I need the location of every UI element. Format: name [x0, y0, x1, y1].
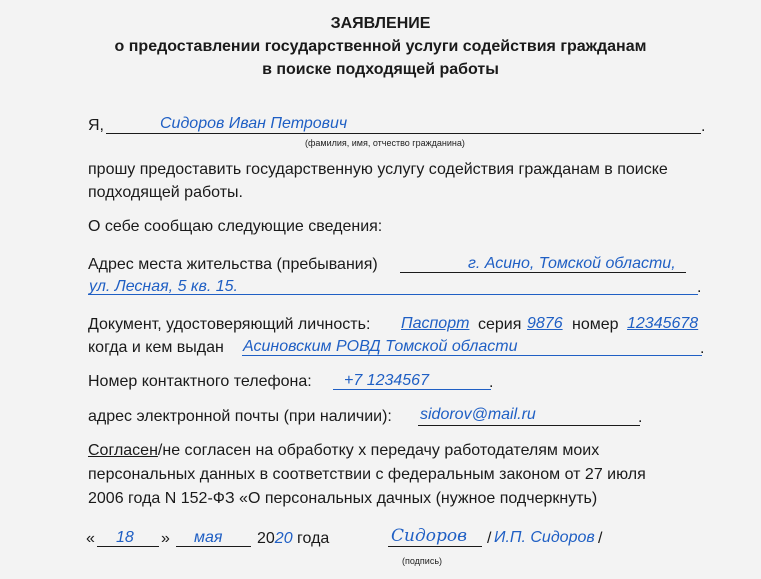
email-label: адрес электронной почты (при наличии):	[88, 408, 392, 425]
signature-slash-open: /	[487, 530, 492, 547]
applicant-name-end: .	[701, 118, 706, 135]
consent-line3: 2006 года N 152-ФЗ «О персональных дачных (нужное подчеркнуть)	[88, 490, 598, 507]
address-value2: ул. Лесная, 5 кв. 15.	[89, 278, 238, 295]
address-label: Адрес места жительства (пребывания)	[88, 256, 378, 273]
request-line1: прошу предоставить государственную услугу содействия гражданам в поиске	[88, 161, 668, 178]
signature-caption: (подпись)	[402, 556, 443, 566]
consent-line2: персональных данных в соответствии с федеральным законом от 27 июля	[88, 466, 646, 483]
request-line2: подходящей работы.	[88, 184, 243, 201]
date-year-word: года	[297, 530, 330, 547]
document-series: 9876	[527, 315, 563, 332]
document-subtitle-line1: о предоставлении государственной услуги содействия гражданам	[114, 38, 647, 55]
address-end: .	[697, 279, 702, 296]
document-title: ЗАЯВЛЕНИЕ	[330, 15, 431, 32]
document-issued-label: когда и кем выдан	[88, 339, 224, 356]
signature-line	[388, 546, 482, 547]
phone-end: .	[489, 374, 494, 391]
applicant-name: Сидоров Иван Петрович	[160, 115, 348, 132]
phone-label: Номер контактного телефона:	[88, 373, 312, 390]
date-day: 18	[116, 529, 134, 546]
document-subtitle-line2: в поиске подходящей работы	[262, 61, 499, 78]
signature-slash-close: /	[598, 530, 603, 547]
document-issued-end: .	[700, 340, 705, 357]
email-value: sidorov@mail.ru	[420, 406, 536, 423]
phone-value: +7 1234567	[344, 372, 429, 389]
applicant-caption: (фамилия, имя, отчество гражданина)	[305, 138, 465, 148]
date-close-quote: »	[161, 530, 170, 547]
signature-name: И.П. Сидоров	[494, 529, 595, 546]
document-series-label: серия	[478, 316, 522, 333]
consent-agree: Согласен	[88, 442, 158, 459]
signature-mark: Сидоров	[391, 526, 467, 546]
document-number-label: номер	[572, 316, 619, 333]
applicant-prefix: Я,	[88, 117, 104, 134]
document-issued-by: Асиновским РОВД Томской области	[243, 338, 518, 355]
document-type: Паспорт	[401, 315, 470, 332]
date-open-quote: «	[86, 530, 95, 547]
date-month: мая	[194, 529, 223, 546]
consent-line1	[88, 442, 599, 460]
consent-line1-rest: /не согласен на обработку х передачу работодателям моих	[157, 442, 600, 459]
info-intro: О себе сообщаю следующие сведения:	[88, 218, 383, 235]
date-year-suffix: 20	[274, 530, 293, 547]
email-line	[418, 425, 640, 426]
document-number: 12345678	[627, 315, 699, 332]
date-year	[257, 530, 329, 548]
date-year-prefix: 20	[257, 530, 275, 547]
email-end: .	[638, 409, 643, 426]
applicant-name-line	[106, 133, 701, 134]
document-label: Документ, удостоверяющий личность:	[88, 316, 371, 333]
address-value1: г. Асино, Томской области,	[468, 255, 676, 272]
